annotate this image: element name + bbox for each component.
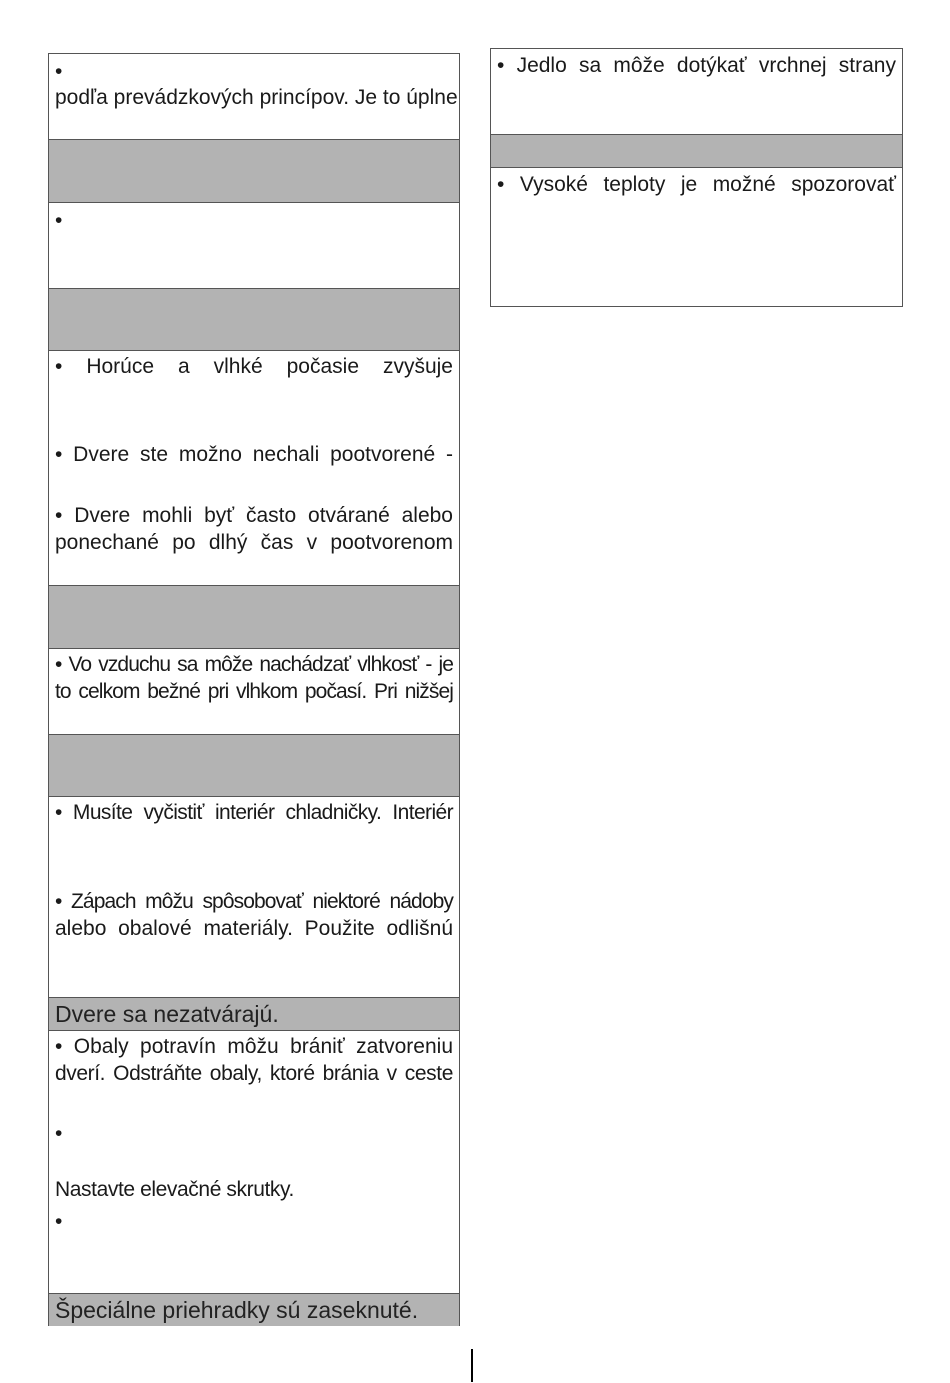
row-text: • Musíte vyčistiť interiér chladničky. Interiér — [55, 801, 453, 824]
row-text: Nastavte elevačné skrutky. — [55, 1178, 294, 1201]
row-text: • Horúce a vlhké počasie zvyšuje — [55, 355, 453, 378]
section-header — [49, 585, 459, 648]
section-header-text: Špeciálne priehradky sú zaseknuté. — [55, 1297, 419, 1323]
row-text: • Vysoké teploty je možné spozorovať — [497, 173, 896, 196]
row-text: to celkom bežné pri vlhkom počasí. Pri nižšej — [55, 680, 453, 703]
section-header — [49, 734, 459, 796]
table-row — [491, 49, 902, 134]
row-text: • Vo vzduchu sa môže nachádzať vlhkosť - je — [55, 653, 453, 676]
section-header-text: Dvere sa nezatvárajú. — [55, 1001, 279, 1027]
troubleshooting-table-right — [490, 48, 903, 307]
table-row — [49, 648, 459, 734]
row-text: ponechané po dlhý čas v pootvorenom — [55, 531, 453, 554]
section-header — [49, 1293, 459, 1326]
table-row — [49, 1030, 459, 1293]
page-marker — [471, 1349, 473, 1382]
table-row — [49, 54, 459, 139]
section-header — [49, 997, 459, 1030]
bullet: • — [55, 60, 63, 83]
table-row — [491, 167, 902, 306]
row-text: • Jedlo sa môže dotýkať vrchnej strany — [497, 54, 896, 77]
row-text: • Zápach môžu spôsobovať niektoré nádoby — [55, 890, 453, 913]
table-row — [49, 350, 459, 585]
table-row — [49, 202, 459, 288]
section-header — [491, 134, 902, 167]
row-text: • Dvere mohli byť často otvárané alebo — [55, 504, 453, 527]
table-row — [49, 796, 459, 997]
row-text: dverí. Odstráňte obaly, ktoré bránia v ceste — [55, 1062, 453, 1085]
row-text: podľa prevádzkových princípov. Je to úplne — [55, 86, 458, 109]
bullet: • — [55, 1210, 63, 1233]
row-text: alebo obalové materiály. Použite odlišnú — [55, 917, 453, 940]
section-header — [49, 288, 459, 350]
bullet: • — [55, 209, 63, 232]
row-text: • Obaly potravín môžu brániť zatvoreniu — [55, 1035, 453, 1058]
section-header — [49, 139, 459, 202]
bullet: • — [55, 1122, 63, 1145]
troubleshooting-table-left — [48, 53, 460, 1326]
row-text: • Dvere ste možno nechali pootvorené - — [55, 443, 453, 466]
